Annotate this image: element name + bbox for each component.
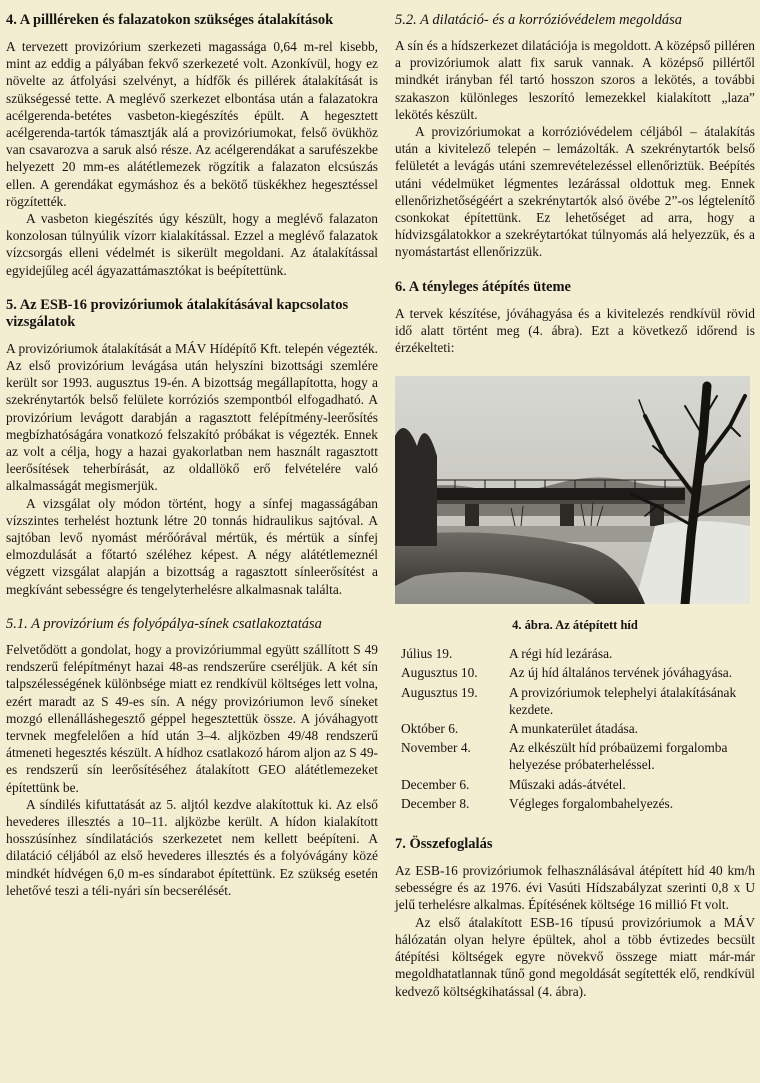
left-column	[6, 6, 378, 899]
schedule-date: November 4.	[401, 740, 471, 756]
schedule-date: December 8.	[401, 795, 470, 811]
schedule-event: A provizóriumok telephelyi átalakításának kezdete.	[509, 684, 737, 717]
section-5-2-paragraph-2: A provizóriumokat a korrózióvédelem céljából – átalakítás után a kivitelező telepén – lemázolták. A szekrénytartók belső felületét a levágás utáni szemrevételezéssel ellenőriztük. Beépítés utáni védelmüket légmentes lezárással oldottuk meg. Ennek ellenőrizhetőségéért a szekrénytartók alsó övébe 2”-os légtelenítő csonkokat építettünk. Ez lehetőséget ad arra, hogy a hídvizsgálatokkor a szekréytartókat túlnyomás alá helyezzük, és a nyomástartást ellenőrizzük.	[395, 124, 755, 260]
table-row	[401, 776, 751, 795]
section-5-1-paragraph-2: A síndilés kifuttatását az 5. aljtól kezdve alakítottuk ki. Az első hevederes illesztés a 10–11. aljközbe került. A hídon kialakított hosszúsínhez síndilatációs szerkezetet nem kellett beépíteni. A dilatáció céljából az első hevederes illesztés és a folyóvágány közé mindkét hídvégen 6,0 m-es síndarabot építettünk. Ez szükség esetén lehetővé teszi a téli-nyári sín becserélését.	[6, 796, 378, 898]
section-6-title: 6. A tényleges átépítés üteme	[395, 278, 571, 295]
schedule-date: Október 6.	[401, 721, 459, 737]
schedule-table	[401, 645, 751, 814]
schedule-event: A munkaterület átadása.	[509, 721, 639, 737]
schedule-event: Az elkészült híd próbaüzemi forgalomba helyezése próbaterheléssel.	[509, 740, 728, 773]
section-5-2-paragraph-1: A sín és a hídszerkezet dilatációja is megoldott. A középső pilléren a provizóriumok alatt fix saruk vannak. A középső pillértől mindkét irányban fél tartó hosszon szoros a lekötés, a további szakaszon különleges leszorító lemezekkel kialakított „laza” lekötés készült.	[395, 38, 755, 122]
section-5-title: 5. Az ESB-16 provizóriumok átalakításával kapcsolatos vizsgálatok	[6, 296, 349, 330]
schedule-event: A régi híd lezárása.	[509, 646, 613, 662]
section-4-title: 4. A pillléreken és falazatokon szükséges átalakítások	[6, 12, 334, 28]
table-row	[401, 664, 751, 683]
section-5-paragraph-1: A provizóriumok átalakítását a MÁV Hídépítő Kft. telepén végezték. Az első provizórium levágása után helyszíni bizottsági szemlére került sor 1993. augusztus 19-én. A bizottság megállapította, hogy a szekrénytartók belső felülete korróziós szempontból elfogadható. A provizórium levágott darabján a ragasztott felépítmény-leerősítés megbízhatóságára vonatkozó felszakító próbákat is végezték. Ennek az volt a célja, hogy a hazai gyakorlatban nem használt ragasztott leerősítések teherbírását, az oldallökő erő felvételére való alkalmasságát megismerjük.	[6, 340, 378, 494]
schedule-date: Augusztus 10.	[401, 665, 478, 681]
section-7-paragraph-2: Az első átalakított ESB-16 típusú provizóriumok a MÁV hálózatán olyan helyre épültek, ahol a több évtizedes becsült átépítési költségek egyre növekvő összege miatt már-már megoldhatatlannak tűnő gond megoldását segítették elő, rendkívül kedvező költségkihatással (4. ábra).	[395, 914, 755, 999]
schedule-event: Végleges forgalombahelyezés.	[509, 795, 674, 811]
section-5-1-title: 5.1. A provizórium és folyópálya-sínek csatlakoztatása	[6, 615, 322, 632]
section-4-paragraph-1: A tervezett provizórium szerkezeti magassága 0,64 m-rel kisebb, mint az eddig a pályában fekvő szerkezeté volt. Azonkívül, hogy ez növelte az átfolyási szelvényt, a hídfők és pillérek átalakítását is szükségessé tette. A meglévő szerkezet elbontása után a falazatokra acélgerenda-betétes vasbeton-kiegészítés épült. A hegesztett acélgerenda-tartók támasztják alá a provizóriumokat, felső övükhöz van csavarozva a saruk alsó része. Az acélgerendákat a sarufészekbe helyezett 20 mm-es alátétlemezek rögzítik a falazaton elcsúszás ellen. A gerendákat egymáshoz és a bekötő tüskékhez hegesztéssel rögzítették.	[6, 39, 378, 209]
schedule-event: Műszaki adás-átvétel.	[509, 776, 626, 792]
schedule-event: Az új híd általános tervének jóváhagyása.	[509, 665, 733, 681]
section-4-paragraph-2: A vasbeton kiegészítés úgy készült, hogy a meglévő falazaton konzolosan túlnyúlik vízorr kialakítással. Ezzel a meglévő falazatok vízcsorgás elleni védelmét is sikerült megoldani. Az átalakítással egyidejűleg acél ágyazattámasztókat is beépítettünk.	[6, 211, 378, 278]
section-5-2-title: 5.2. A dilatáció- és a korrózióvédelem megoldása	[395, 12, 683, 28]
right-column	[395, 6, 755, 1000]
section-7-paragraph-1: Az ESB-16 provizóriumok felhasználásával átépített híd 40 km/h sebességre és az 1976. évi Vasúti Hídszabályzat szerinti 0,8 x U jelű terhelésre alkalmas. Építésének költsége 16 millió Ft volt.	[395, 863, 755, 913]
schedule-date: December 6.	[401, 776, 470, 792]
section-6-paragraph: A tervek készítése, jóváhagyása és a kivitelezés rendkívül rövid idő alatt történt meg (4. ábra). Ezt a következő időrend is érzékelteti:	[395, 305, 755, 356]
schedule-date: Július 19.	[401, 646, 453, 662]
figure-caption: 4. ábra. Az átépített híd	[512, 618, 638, 633]
section-7-title: 7. Összefoglalás	[395, 836, 493, 853]
schedule-date: Augusztus 19.	[401, 684, 478, 700]
table-row	[401, 645, 751, 664]
table-row	[401, 795, 751, 814]
table-row	[401, 684, 751, 720]
bridge-photo	[395, 376, 750, 604]
table-row	[401, 720, 751, 739]
section-5-paragraph-2: A vizsgálat oly módon történt, hogy a sínfej magasságában vízszintes terhelést hoztunk létre 20 tonnás hidraulikus sajtóval. A sajtóban levő nyomást mérőórával mértük, és mértük a sínfej elmozdulását a főtartó széléhez képest. A négy alátétlemeznél végzett vizsgálat alapján a bizottság a ragasztott sínleerősítést a megkívánt sebességre és tengelyterhelésre alkalmasnak találta.	[6, 495, 378, 597]
section-5-1-paragraph-1: Felvetődött a gondolat, hogy a provizóriummal együtt szállított S 49 rendszerű felépítményt hazai 48-as rendszerűre cseréljük. A két sín talpszélességének különbsége miatt ez rendkívül költséges lett volna, ezért maradt az S 49-es sín. A négy provizóriumon levő síneket mozgó ellenálláshegesztő géppel hegesztettük össze. A jóváhagyott tervnek megfelelően a híd után 3–4. aljközben 49/48 rendszerű átmeneti hegesztés készült. A hídhoz csatlakozó három aljon az S 49-es rendszerű sín leerősítéséhez átalakított GEO alátétlemezeket építettünk be.	[6, 641, 378, 795]
table-row	[401, 739, 751, 775]
